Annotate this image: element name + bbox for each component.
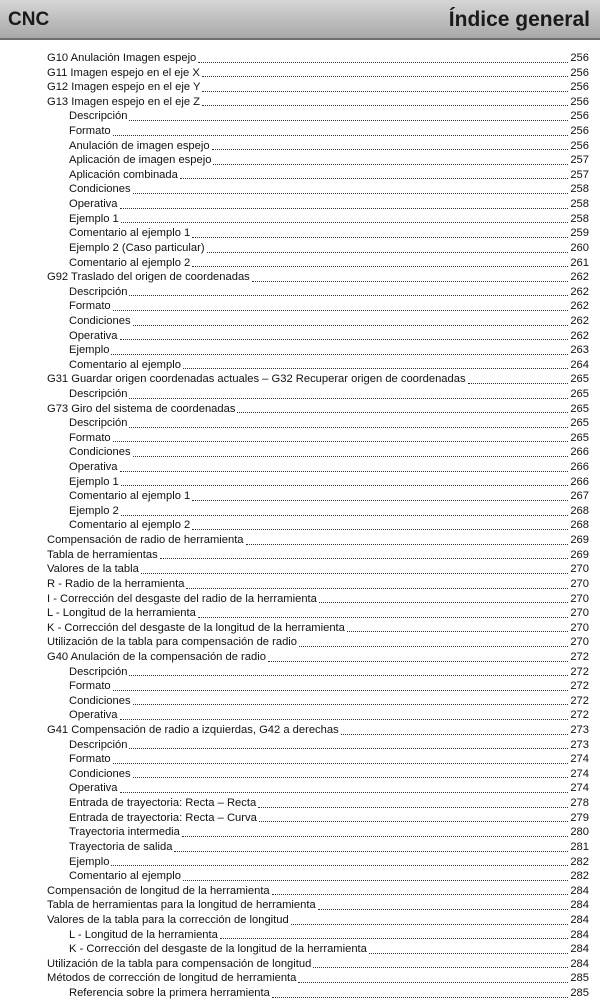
toc-entry[interactable] xyxy=(47,431,589,446)
toc-entry-title: Tabla de herramientas xyxy=(47,548,158,561)
dot-leader xyxy=(252,280,569,282)
toc-entry-title: Formato xyxy=(69,125,111,138)
toc-entry-title: Descripción xyxy=(69,110,128,123)
dot-leader xyxy=(220,937,568,939)
toc-entry-title: Condiciones xyxy=(69,314,131,327)
toc-entry-page: 273 xyxy=(570,724,589,737)
toc-entry-page: 262 xyxy=(570,285,589,298)
dot-leader xyxy=(259,820,569,822)
toc-entry-title: Entrada de trayectoria: Recta – Curva xyxy=(69,811,257,824)
toc-entry-page: 284 xyxy=(570,957,589,970)
dot-leader xyxy=(246,543,569,545)
toc-entry-title: Descripción xyxy=(69,738,128,751)
toc-entry-page: 265 xyxy=(570,417,589,430)
toc-entry-page: 282 xyxy=(570,855,589,868)
dot-leader xyxy=(237,411,568,413)
toc-entry-title: Trayectoria intermedia xyxy=(69,826,180,839)
dot-leader xyxy=(113,134,569,136)
toc-entry[interactable] xyxy=(47,840,589,855)
toc-entry-title: Valores de la tabla xyxy=(47,563,139,576)
toc-entry[interactable] xyxy=(47,139,589,154)
toc-entry-title: L - Longitud de la herramienta xyxy=(69,928,218,941)
toc-entry-page: 256 xyxy=(570,66,589,79)
toc-entry-page: 262 xyxy=(570,329,589,342)
toc-entry-title: I - Corrección del desgaste del radio de la herramienta xyxy=(47,592,317,605)
toc-entry[interactable] xyxy=(47,66,589,81)
toc-entry[interactable] xyxy=(47,372,589,387)
toc-entry-page: 285 xyxy=(570,986,589,999)
dot-leader xyxy=(174,850,568,852)
toc-entry[interactable] xyxy=(47,416,589,431)
toc-entry[interactable] xyxy=(47,270,589,285)
dot-leader xyxy=(272,893,569,895)
toc-entry[interactable] xyxy=(47,256,589,271)
toc-entry-page: 285 xyxy=(570,972,589,985)
toc-entry-title: Ejemplo xyxy=(69,855,110,868)
toc-entry-title: Compensación de longitud de la herramienta xyxy=(47,884,270,897)
toc-entry[interactable] xyxy=(47,957,589,972)
dot-leader xyxy=(192,265,568,267)
toc-entry-page: 272 xyxy=(570,709,589,722)
dot-leader xyxy=(121,484,569,486)
toc-entry[interactable] xyxy=(47,884,589,899)
dot-leader xyxy=(341,733,569,735)
toc-entry-page: 284 xyxy=(570,928,589,941)
toc-entry-page: 256 xyxy=(570,51,589,64)
toc-entry[interactable] xyxy=(47,869,589,884)
toc-entry-title: Valores de la tabla para la corrección de longitud xyxy=(47,913,289,926)
toc-entry[interactable] xyxy=(47,971,589,986)
toc-entry[interactable] xyxy=(47,708,589,723)
toc-entry[interactable] xyxy=(47,942,589,957)
toc-entry-title: G13 Imagen espejo en el eje Z xyxy=(47,95,200,108)
toc-entry-page: 270 xyxy=(570,636,589,649)
toc-entry[interactable] xyxy=(47,51,589,66)
dot-leader xyxy=(291,923,569,925)
dot-leader xyxy=(183,367,568,369)
dot-leader xyxy=(113,762,569,764)
toc-entry[interactable] xyxy=(47,665,589,680)
dot-leader xyxy=(268,660,568,662)
dot-leader xyxy=(120,718,569,720)
dot-leader xyxy=(319,601,568,603)
toc-entry-title: L - Longitud de la herramienta xyxy=(47,607,196,620)
toc-entry-title: G31 Guardar origen coordenadas actuales – G32 Recuperar origen de coordenadas xyxy=(47,373,466,386)
toc-entry-page: 258 xyxy=(570,198,589,211)
dot-leader xyxy=(272,996,568,998)
toc-entry-page: 280 xyxy=(570,826,589,839)
toc-entry-title: G73 Giro del sistema de coordenadas xyxy=(47,402,236,415)
toc-entry-title: Tabla de herramientas para la longitud de herramienta xyxy=(47,899,316,912)
toc-entry[interactable] xyxy=(47,124,589,139)
toc-entry-page: 266 xyxy=(570,461,589,474)
toc-entry-title: Comentario al ejemplo xyxy=(69,358,181,371)
toc-entry-page: 263 xyxy=(570,344,589,357)
toc-entry-title: R - Radio de la herramienta xyxy=(47,577,185,590)
toc-entry[interactable] xyxy=(47,314,589,329)
toc-entry-page: 258 xyxy=(570,212,589,225)
toc-entry-page: 270 xyxy=(570,577,589,590)
toc-entry-title: G12 Imagen espejo en el eje Y xyxy=(47,81,201,94)
toc-entry-page: 274 xyxy=(570,782,589,795)
dot-leader xyxy=(111,864,568,866)
dot-leader xyxy=(133,324,569,326)
toc-entry-title: Descripción xyxy=(69,417,128,430)
dot-leader xyxy=(129,747,568,749)
toc-entry[interactable] xyxy=(47,752,589,767)
toc-entry-page: 269 xyxy=(570,534,589,547)
dot-leader xyxy=(111,353,568,355)
dot-leader xyxy=(468,382,569,384)
dot-leader xyxy=(113,309,569,311)
toc-entry-page: 265 xyxy=(570,402,589,415)
dot-leader xyxy=(198,61,568,63)
toc-entry-title: Ejemplo 2 xyxy=(69,504,119,517)
toc-entry-title: Comentario al ejemplo xyxy=(69,870,181,883)
dot-leader xyxy=(129,397,568,399)
dot-leader xyxy=(192,236,568,238)
table-of-contents xyxy=(47,51,589,1001)
toc-entry-page: 256 xyxy=(570,139,589,152)
toc-entry-title: Comentario al ejemplo 2 xyxy=(69,256,191,269)
toc-entry[interactable] xyxy=(47,592,589,607)
toc-entry[interactable] xyxy=(47,781,589,796)
toc-entry-title: G40 Anulación de la compensación de radio xyxy=(47,650,266,663)
toc-entry-title: Comentario al ejemplo 2 xyxy=(69,519,191,532)
dot-leader xyxy=(212,148,569,150)
toc-entry-title: Descripción xyxy=(69,285,128,298)
toc-entry-page: 284 xyxy=(570,884,589,897)
toc-entry-title: Anulación de imagen espejo xyxy=(69,139,210,152)
toc-entry-page: 265 xyxy=(570,388,589,400)
toc-entry-page: 273 xyxy=(570,738,589,751)
dot-leader xyxy=(202,90,568,92)
toc-entry-title: Utilización de la tabla para compensación de longitud xyxy=(47,957,312,970)
toc-entry[interactable] xyxy=(47,679,589,694)
toc-entry-page: 278 xyxy=(570,797,589,810)
header-title-left: CNC xyxy=(8,9,50,30)
toc-entry[interactable] xyxy=(47,825,589,840)
dot-leader xyxy=(192,528,568,530)
toc-entry-page: 270 xyxy=(570,563,589,576)
toc-entry-page: 256 xyxy=(570,95,589,108)
toc-entry-page: 272 xyxy=(570,694,589,707)
dot-leader xyxy=(133,192,569,194)
toc-entry-title: Ejemplo xyxy=(69,344,110,357)
toc-entry-title: Ejemplo 2 (Caso particular) xyxy=(69,241,205,254)
toc-entry-title: Métodos de corrección de longitud de herramienta xyxy=(47,972,297,985)
toc-entry[interactable] xyxy=(47,475,589,490)
toc-entry[interactable] xyxy=(47,402,589,417)
toc-entry-title: Operativa xyxy=(69,461,118,474)
toc-entry-page: 266 xyxy=(570,446,589,459)
toc-entry[interactable] xyxy=(47,533,589,548)
dot-leader xyxy=(129,674,568,676)
toc-entry[interactable] xyxy=(47,855,589,870)
toc-entry-title: Descripción xyxy=(69,665,128,678)
toc-entry-page: 256 xyxy=(570,125,589,138)
toc-entry-title: Ejemplo 1 xyxy=(69,212,119,225)
toc-entry[interactable] xyxy=(47,723,589,738)
toc-entry[interactable] xyxy=(47,796,589,811)
dot-leader xyxy=(120,207,569,209)
dot-leader xyxy=(133,455,569,457)
toc-entry-title: G41 Compensación de radio a izquierdas, G42 a derechas xyxy=(47,724,339,737)
toc-entry[interactable] xyxy=(47,562,589,577)
toc-entry[interactable] xyxy=(47,182,589,197)
dot-leader xyxy=(313,966,568,968)
toc-entry-title: Utilización de la tabla para compensación de radio xyxy=(47,636,298,649)
dot-leader xyxy=(121,221,569,223)
toc-entry-page: 270 xyxy=(570,621,589,634)
toc-entry-page: 264 xyxy=(570,358,589,371)
toc-entry-title: Ejemplo 1 xyxy=(69,475,119,488)
toc-entry[interactable] xyxy=(47,694,589,709)
toc-entry-page: 257 xyxy=(570,154,589,167)
toc-entry-page: 257 xyxy=(570,168,589,181)
toc-entry[interactable] xyxy=(47,519,589,534)
dot-leader xyxy=(129,294,568,296)
page-header xyxy=(0,0,600,40)
toc-entry-title: Aplicación de imagen espejo xyxy=(69,154,212,167)
toc-entry-page: 284 xyxy=(570,899,589,912)
toc-entry-title: Formato xyxy=(69,300,111,313)
dot-leader xyxy=(133,776,569,778)
toc-entry-title: Comentario al ejemplo 1 xyxy=(69,490,191,503)
toc-entry[interactable] xyxy=(47,387,589,402)
toc-entry[interactable] xyxy=(47,928,589,943)
toc-entry-page: 262 xyxy=(570,300,589,313)
dot-leader xyxy=(258,806,568,808)
dot-leader xyxy=(347,630,568,632)
toc-entry[interactable] xyxy=(47,168,589,183)
toc-entry-page: 272 xyxy=(570,665,589,678)
toc-entry[interactable] xyxy=(47,650,589,665)
dot-leader xyxy=(182,835,568,837)
toc-entry[interactable] xyxy=(47,329,589,344)
toc-entry-page: 269 xyxy=(570,548,589,561)
dot-leader xyxy=(120,470,569,472)
toc-entry-title: Formato xyxy=(69,680,111,693)
dot-leader xyxy=(192,499,568,501)
dot-leader xyxy=(141,572,568,574)
toc-entry[interactable] xyxy=(47,489,589,504)
dot-leader xyxy=(180,177,568,179)
dot-leader xyxy=(160,557,569,559)
toc-entry-title: Condiciones xyxy=(69,183,131,196)
toc-entry[interactable] xyxy=(47,226,589,241)
toc-entry-title: Trayectoria de salida xyxy=(69,840,173,853)
toc-entry-title: G11 Imagen espejo en el eje X xyxy=(47,66,200,79)
toc-entry-title: Aplicación combinada xyxy=(69,168,178,181)
toc-entry-title: G10 Anulación Imagen espejo xyxy=(47,51,197,64)
dot-leader xyxy=(129,426,568,428)
toc-entry-title: Operativa xyxy=(69,329,118,342)
toc-entry[interactable] xyxy=(47,241,589,256)
toc-entry-page: 261 xyxy=(570,256,589,269)
toc-entry[interactable] xyxy=(47,577,589,592)
dot-leader xyxy=(198,616,568,618)
toc-entry[interactable] xyxy=(47,811,589,826)
toc-entry-page: 272 xyxy=(570,650,589,663)
dot-leader xyxy=(202,104,568,106)
toc-entry-page: 256 xyxy=(570,81,589,94)
toc-entry-page: 274 xyxy=(570,753,589,766)
toc-entry-page: 270 xyxy=(570,607,589,620)
dot-leader xyxy=(120,338,569,340)
toc-entry-page: 279 xyxy=(570,811,589,824)
toc-entry-page: 268 xyxy=(570,519,589,532)
toc-entry-page: 270 xyxy=(570,592,589,605)
toc-entry[interactable] xyxy=(47,197,589,212)
dot-leader xyxy=(121,514,569,516)
dot-leader xyxy=(133,703,569,705)
toc-entry-page: 274 xyxy=(570,767,589,780)
toc-entry[interactable] xyxy=(47,606,589,621)
toc-entry[interactable] xyxy=(47,621,589,636)
toc-entry-page: 284 xyxy=(570,943,589,956)
toc-entry-page: 260 xyxy=(570,241,589,254)
toc-entry[interactable] xyxy=(47,299,589,314)
toc-entry-page: 262 xyxy=(570,314,589,327)
toc-entry-page: 268 xyxy=(570,504,589,517)
toc-entry[interactable] xyxy=(47,212,589,227)
dot-leader xyxy=(207,251,569,253)
toc-entry[interactable] xyxy=(47,767,589,782)
toc-entry-title: Operativa xyxy=(69,198,118,211)
dot-leader xyxy=(369,952,568,954)
toc-entry-page: 266 xyxy=(570,475,589,488)
dot-leader xyxy=(129,119,568,121)
dot-leader xyxy=(318,908,569,910)
toc-entry[interactable] xyxy=(47,343,589,358)
toc-entry[interactable] xyxy=(47,285,589,300)
toc-entry[interactable] xyxy=(47,913,589,928)
toc-entry[interactable] xyxy=(47,95,589,110)
toc-entry-page: 267 xyxy=(570,490,589,503)
header-title-right: Índice general xyxy=(448,8,590,31)
toc-entry-page: 284 xyxy=(570,913,589,926)
dot-leader xyxy=(186,587,568,589)
toc-entry-title: Condiciones xyxy=(69,767,131,780)
toc-entry[interactable] xyxy=(47,898,589,913)
toc-entry-title: Entrada de trayectoria: Recta – Recta xyxy=(69,797,257,810)
toc-entry-page: 256 xyxy=(570,110,589,123)
toc-entry-page: 258 xyxy=(570,183,589,196)
dot-leader xyxy=(213,163,568,165)
toc-entry-page: 281 xyxy=(570,840,589,853)
dot-leader xyxy=(202,75,569,77)
toc-entry-title: Formato xyxy=(69,431,111,444)
toc-entry-title: G92 Traslado del origen de coordenadas xyxy=(47,271,250,284)
dot-leader xyxy=(298,981,568,983)
toc-entry-page: 259 xyxy=(570,227,589,240)
toc-entry[interactable] xyxy=(47,548,589,563)
toc-entry-title: Condiciones xyxy=(69,446,131,459)
dot-leader xyxy=(113,440,569,442)
toc-entry[interactable] xyxy=(47,504,589,519)
toc-entry-page: 262 xyxy=(570,271,589,284)
toc-entry-title: Comentario al ejemplo 1 xyxy=(69,227,191,240)
toc-entry-title: K - Corrección del desgaste de la longitud de la herramienta xyxy=(69,943,367,956)
toc-entry-page: 272 xyxy=(570,680,589,693)
toc-entry[interactable] xyxy=(47,445,589,460)
toc-entry-page: 265 xyxy=(570,373,589,386)
toc-entry[interactable] xyxy=(47,460,589,475)
toc-entry[interactable] xyxy=(47,80,589,95)
toc-entry-title: Operativa xyxy=(69,709,118,722)
toc-entry-title: Compensación de radio de herramienta xyxy=(47,534,244,547)
toc-entry[interactable] xyxy=(47,358,589,373)
toc-entry[interactable] xyxy=(47,635,589,650)
dot-leader xyxy=(120,791,569,793)
dot-leader xyxy=(113,689,569,691)
toc-entry[interactable] xyxy=(47,153,589,168)
dot-leader xyxy=(299,645,568,647)
toc-entry-title: Operativa xyxy=(69,782,118,795)
toc-entry-page: 265 xyxy=(570,431,589,444)
dot-leader xyxy=(183,879,568,881)
toc-entry-title: K - Corrección del desgaste de la longitud de la herramienta xyxy=(47,621,345,634)
toc-entry[interactable] xyxy=(47,738,589,753)
toc-entry-title: Formato xyxy=(69,753,111,766)
toc-entry[interactable] xyxy=(47,109,589,124)
toc-entry[interactable] xyxy=(47,986,589,1001)
toc-entry-title: Referencia sobre la primera herramienta xyxy=(69,986,270,999)
toc-entry-title: Descripción xyxy=(69,388,128,400)
toc-entry-title: Condiciones xyxy=(69,694,131,707)
toc-entry-page: 282 xyxy=(570,870,589,883)
